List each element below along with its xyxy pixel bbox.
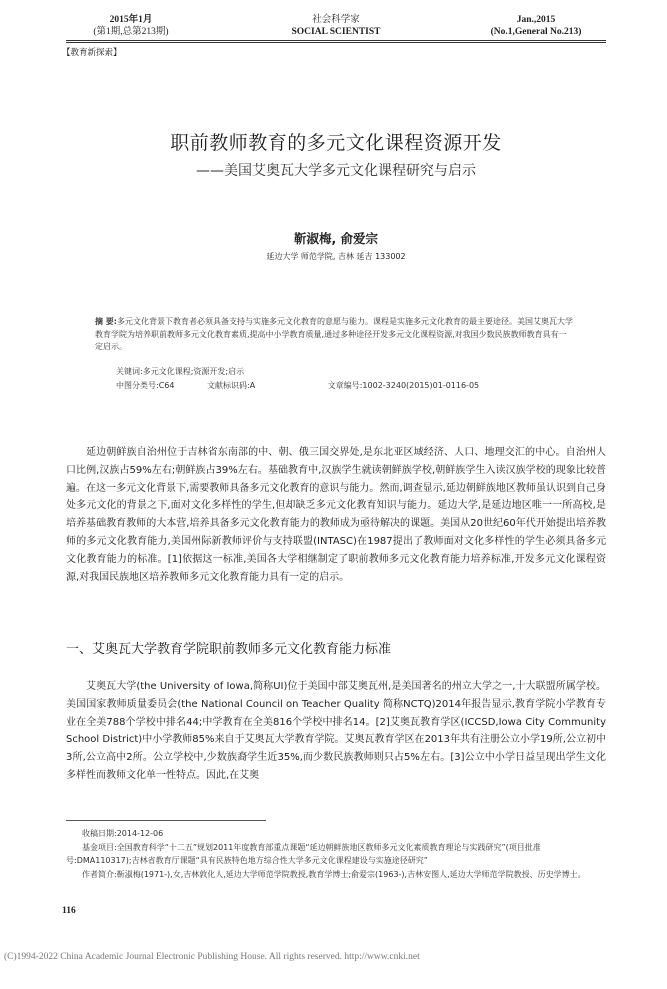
page-number: 116 (62, 906, 76, 916)
header-issue (466, 14, 606, 38)
footnotes (66, 827, 606, 881)
copyright-notice: (C)1994-2022 China Academic Journal Electronic Publishing House. All rights reserved. http://www.cnki.net (4, 952, 420, 962)
header-date (66, 14, 196, 38)
document-code: 文献标识码:A (207, 381, 256, 390)
header-date-line2: (第1期,总第213期) (93, 27, 169, 37)
footnote-divider (66, 820, 266, 821)
author-affiliation: 延边大学 师范学院, 吉林 延吉 133002 (266, 252, 406, 261)
clc-number: 中图分类号:C64 (116, 381, 175, 390)
abstract-label: 摘 要: (95, 317, 117, 326)
header-issue-line2: (No.1,General No.213) (490, 27, 582, 37)
header-date-line1: 2015年1月 (109, 15, 153, 25)
fund-project: 基金项目:全国教育科学“十二五”规划2011年度教育部重点课题“延边朝鲜族地区教师多元文化素质教育理论与实践研究”(项目批准号:DMA110317);吉林省教育厅课题“具有民族特色地方综合性大学多元文化课程建设与实施途径研究” (66, 842, 541, 865)
article-subtitle: ——美国艾奥瓦大学多元文化课程研究与启示 (196, 163, 476, 179)
classification-line (116, 380, 576, 391)
section-body (66, 678, 606, 785)
intro-section (66, 444, 606, 586)
header-rule-bottom (66, 42, 606, 43)
abstract (95, 316, 573, 354)
article-authors: 靳淑梅, 俞爱宗 (293, 231, 379, 246)
section-heading: 一、艾奥瓦大学教育学院职前教师多元文化教育能力标准 (66, 642, 392, 657)
intro-paragraph: 延边朝鲜族自治州位于吉林省东南部的中、朝、俄三国交界处,是东北亚区域经济、人口、地理交汇的中心。自治州人口比例,汉族占59%左右;朝鲜族占39%左右。基础教育中,汉族学生就读朝鲜族学校,朝鲜族学生入读汉族学校的现象比较普遍。在这一多元文化背景下,需要教师具备多元文化教育的意识与能力。然而,调查显示,延边朝鲜族地区教师虽认识到自己身处多元文化的背景之下,面对文化多样性的学生,但却缺乏多元文化教育知识与能力。延边大学,是延边地区唯一一所高校,是培养基础教育教师的大本营,培养具备多元文化教育能力的教师成为亟待解决的课题。美国从20世纪60年代开始提出培养教师的多元文化教育能力,美国州际新教师评价与支持联盟(INTASC)在1987提出了教师面对文化多样性的学生必须具备多元文化教育能力的标准。[1]依据这一标准,美国各大学相继制定了职前教师多元文化教育能力培养标准,开发多元文化课程资源,对我国民族地区培养教师多元文化教育能力具有一定的启示。 (66, 447, 606, 583)
header-journal-cn: 社会科学家 (312, 15, 360, 25)
received-date: 收稿日期:2014-12-06 (82, 829, 164, 838)
header-issue-line1: Jan.,2015 (516, 15, 556, 25)
header-rule-top (66, 40, 606, 41)
article-number: 文章编号:1002-3240(2015)01-0116-05 (327, 381, 480, 390)
abstract-text: 多元文化背景下教育者必须具备支持与实施多元文化教育的意愿与能力。课程是实施多元文化教育的最主要途径。美国艾奥瓦大学教育学院为培养职前教师多元文化教育素质,提高中小学教育质量,通过多种途径开发多元文化课程资源,对我国少数民族教师教育具有一定启示。 (95, 317, 573, 351)
section-tag: 【教育新探索】 (62, 48, 122, 58)
author-bio: 作者简介:靳淑梅(1971-),女,吉林敦化人,延边大学师范学院教授,教育学博士;俞爱宗(1963-),吉林安图人,延边大学师范学院教授、历史学博士。 (82, 869, 586, 879)
article-title: 职前教师教育的多元文化课程资源开发 (170, 132, 502, 154)
header-journal (266, 14, 406, 38)
section-paragraph: 艾奥瓦大学(the University of Iowa,简称UI)位于美国中部艾奥瓦州,是美国著名的州立大学之一,十大联盟所属学校。美国国家教师质量委员会(the National Council on Teacher Quality 简称NCTQ)2014年报告显示,教育学院小学教育专业在全美788个学校中排名44;中学教育在全美816个学校中排名14。[2]艾奥瓦教育学区(ICCSD,Iowa City Community School District)中小学教师85%来自于艾奥瓦大学教育学院。艾奥瓦教育学区在2013年共有注册公立小学19所,公立初中3所,公立高中2所。公立学校中,少数族裔学生近35%,而少数民族教师则只占5%左右。[3]公立中小学日益呈现出学生文化多样性而教师文化单一性特点。因此,在艾奥 (66, 681, 606, 781)
keywords: 关键词:多元文化课程;资源开发;启示 (116, 367, 245, 376)
header-journal-en: SOCIAL SCIENTIST (291, 27, 381, 37)
